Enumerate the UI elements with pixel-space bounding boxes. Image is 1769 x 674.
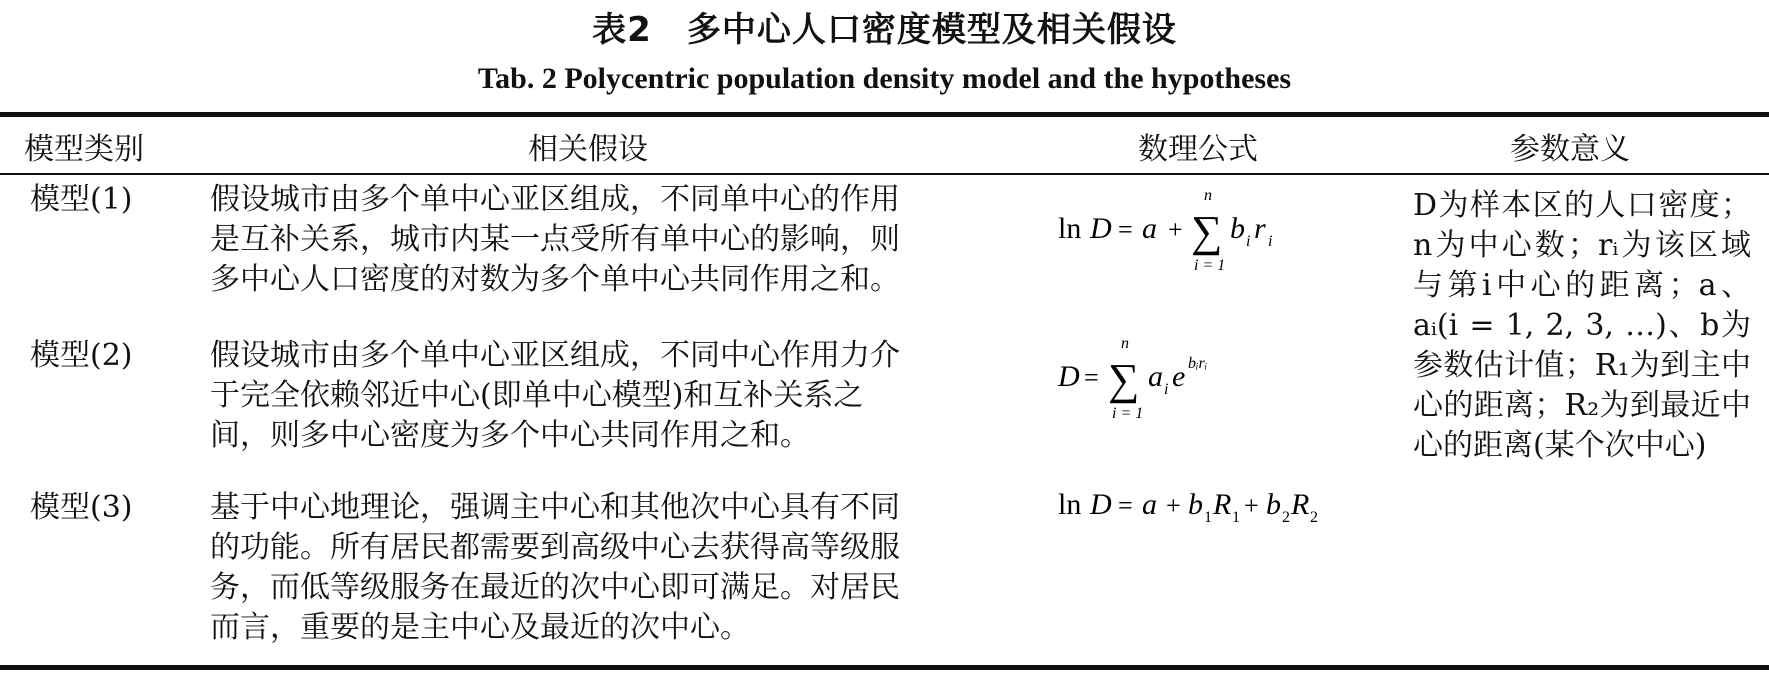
f1-ln: ln	[1058, 212, 1082, 245]
row2-hypothesis	[210, 336, 1010, 456]
f3-eq: =	[1118, 491, 1133, 520]
f2-sigma: ∑	[1108, 355, 1140, 404]
row3-hypothesis-line: 而言，重要的是主中心及最近的次中心。	[210, 610, 750, 645]
f3-D: D	[1090, 488, 1112, 521]
row1-hypothesis	[210, 180, 1010, 300]
f3-plus2: +	[1244, 491, 1259, 520]
f1-bsub: i	[1246, 233, 1251, 250]
f3-b2: b	[1266, 488, 1281, 521]
f1-b: b	[1230, 212, 1245, 245]
f1-a: a	[1142, 212, 1157, 245]
row2-hypothesis-line: 间，则多中心密度为多个中心共同作用之和。	[210, 418, 810, 453]
f1-r: r	[1254, 212, 1266, 245]
formula-1	[1058, 186, 1318, 284]
row3-hypothesis-line: 务，而低等级服务在最近的次中心即可满足。对居民	[210, 570, 900, 605]
f3-plus1: +	[1166, 491, 1181, 520]
table-title-zh: 表2 多中心人口密度模型及相关假设	[592, 10, 1177, 50]
f1-upper: n	[1204, 187, 1212, 204]
row1-hypothesis-line: 假设城市由多个单中心亚区组成，不同单中心的作用	[210, 182, 900, 217]
formula-1-svg	[1058, 186, 1318, 276]
f2-lower: i = 1	[1112, 405, 1144, 422]
f3-R2sub: 2	[1310, 509, 1318, 526]
f3-R2: R	[1291, 488, 1310, 521]
header-formula: 数理公式	[1138, 132, 1258, 167]
header-model-type: 模型类别	[24, 132, 144, 167]
f3-a: a	[1142, 488, 1157, 521]
f1-plus: +	[1168, 215, 1183, 244]
header-parameter: 参数意义	[1510, 132, 1630, 167]
formula-3	[1058, 474, 1378, 552]
f2-eq: =	[1084, 363, 1099, 392]
f3-R1: R	[1213, 488, 1232, 521]
table-title-en: Tab. 2 Polycentric population density model and the hypotheses	[477, 62, 1292, 95]
f3-b1: b	[1188, 488, 1203, 521]
row3-hypothesis-line: 的功能。所有居民都需要到高级中心去获得高等级服	[210, 530, 900, 565]
f3-b1sub: 1	[1204, 509, 1212, 526]
f3-b2sub: 2	[1282, 509, 1290, 526]
f2-D: D	[1058, 360, 1080, 393]
f2-a: a	[1148, 360, 1163, 393]
header-rule	[0, 173, 1769, 175]
row1-hypothesis-line: 是互补关系，城市内某一点受所有单中心的影响，则	[210, 222, 900, 257]
f2-upper: n	[1121, 335, 1129, 352]
row3-hypothesis	[210, 488, 1010, 648]
bottom-rule	[0, 665, 1769, 670]
formula-2	[1058, 334, 1298, 432]
f2-e: e	[1172, 360, 1186, 393]
row2-model: 模型(2)	[30, 338, 133, 373]
header-hypothesis: 相关假设	[528, 132, 648, 167]
row1-model: 模型(1)	[30, 182, 133, 217]
formula-3-svg	[1058, 474, 1378, 544]
f3-ln: ln	[1058, 488, 1082, 521]
f1-D: D	[1090, 212, 1112, 245]
f2-asub: i	[1164, 381, 1169, 398]
f1-sigma: ∑	[1191, 207, 1223, 256]
row3-hypothesis-line: 基于中心地理论，强调主中心和其他次中心具有不同	[210, 490, 900, 525]
formula-2-svg	[1058, 334, 1298, 424]
row3-model: 模型(3)	[30, 490, 133, 525]
f1-rsub: i	[1268, 233, 1273, 250]
row2-hypothesis-line: 于完全依赖邻近中心(即单中心模型)和互补关系之	[210, 378, 864, 413]
f3-R1sub: 1	[1232, 509, 1240, 526]
top-rule	[0, 112, 1769, 117]
row1-hypothesis-line: 多中心人口密度的对数为多个单中心共同作用之和。	[210, 262, 900, 297]
f2-exp: bᵢrᵢ	[1188, 355, 1208, 372]
f1-eq: =	[1118, 215, 1133, 244]
f1-lower: i = 1	[1194, 257, 1226, 274]
row2-hypothesis-line: 假设城市由多个单中心亚区组成，不同中心作用力介	[210, 338, 900, 373]
parameter-meaning: D为样本区的人口密度；n为中心数；rᵢ为该区域与第i中心的距离；a、aᵢ(i = 1, 2, 3, …)、b为参数估计值；R₁为到主中心的距离；R₂为到最近中心的距离(某个次中心)	[1413, 188, 1751, 463]
